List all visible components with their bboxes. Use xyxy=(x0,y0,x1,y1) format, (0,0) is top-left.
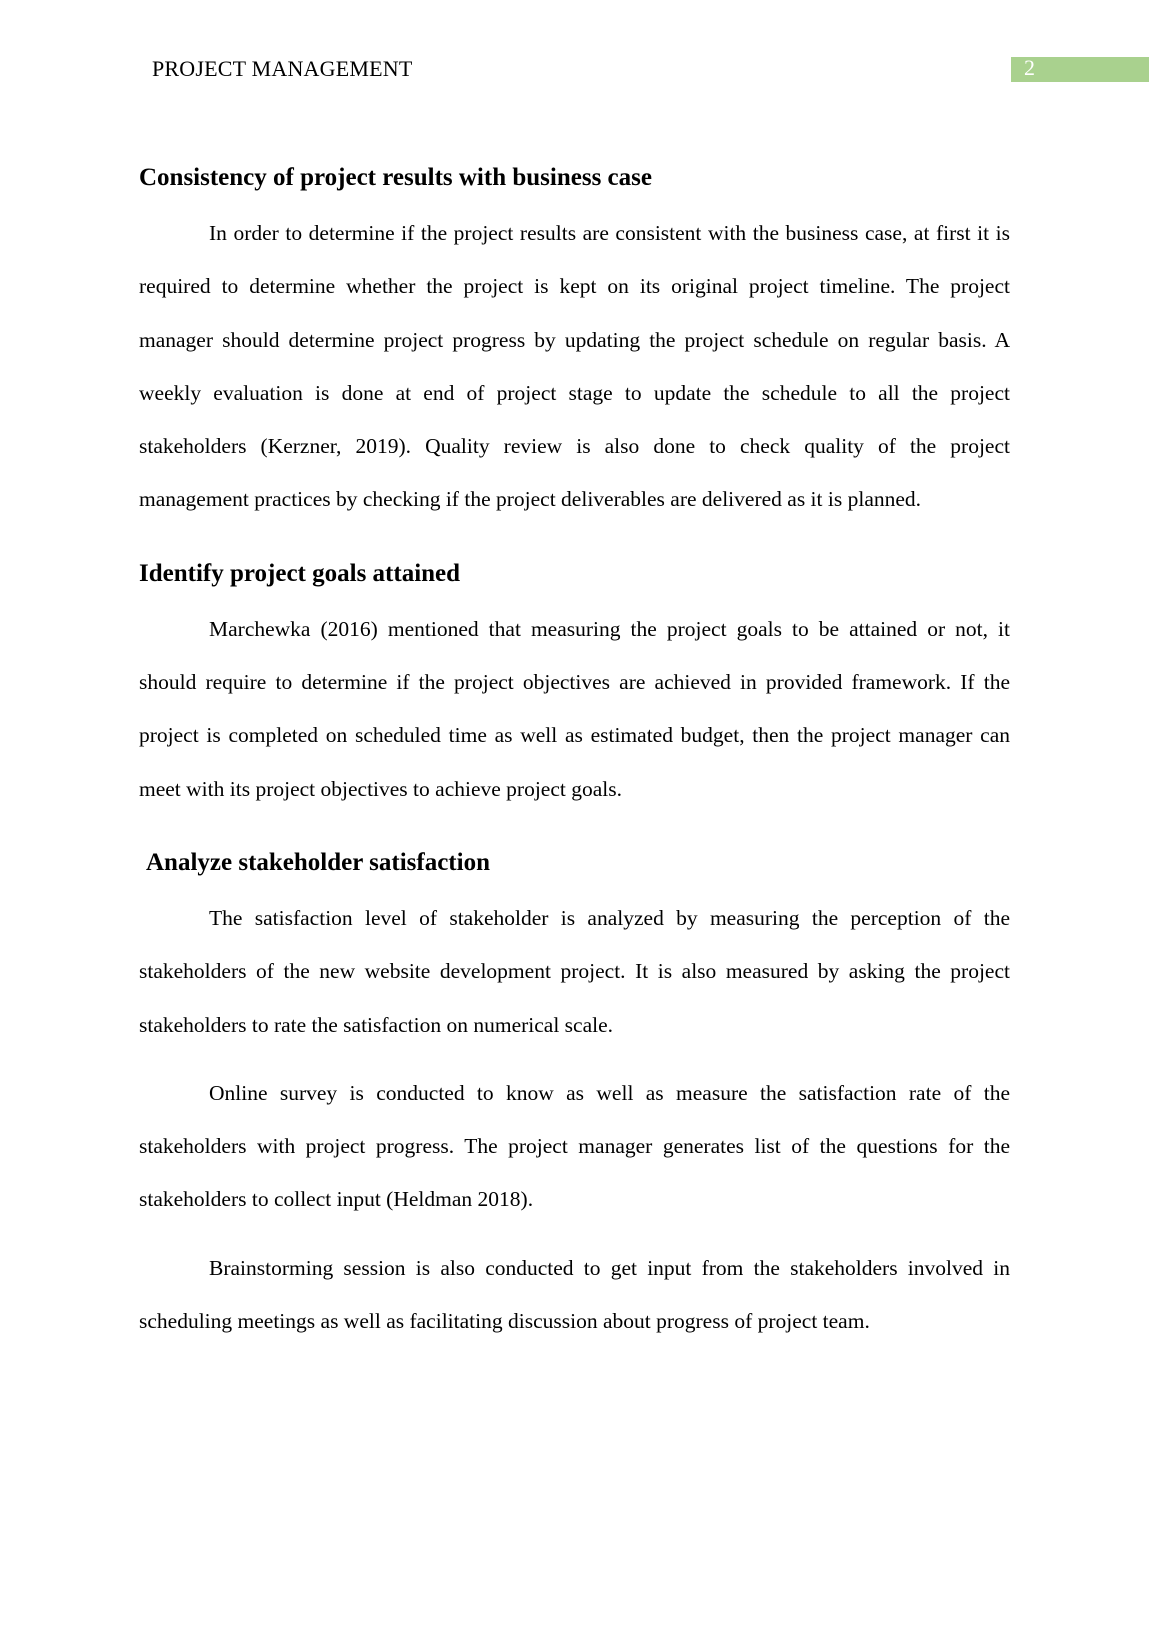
body-paragraph: The satisfaction level of stakeholder is analyzed by measuring the perception of the stakeholders of the new website development project. It is also measured by asking the project stakeholders to rate the satisfaction on numerical scale. xyxy=(139,905,1010,1037)
running-header: PROJECT MANAGEMENT xyxy=(152,56,413,81)
body-paragraph: In order to determine if the project results are consistent with the business case, at first it is required to determine whether the project is kept on its original project timeline. The project manager should determine project progress by updating the project schedule on regular basis. A weekly evaluation is done at end of project stage to update the schedule to all the project stakeholders (Kerzner, 2019). Quality review is also done to check quality of the project management practices by checking if the project deliverables are delivered as it is planned. xyxy=(139,221,1010,512)
page-number: 2 xyxy=(1024,55,1035,80)
body-paragraph: Brainstorming session is also conducted to get input from the stakeholders involved in scheduling meetings as well as facilitating discussion about progress of project team. xyxy=(139,1255,1010,1334)
section-heading: Analyze stakeholder satisfaction xyxy=(146,848,490,876)
section-heading: Identify project goals attained xyxy=(139,559,461,587)
body-paragraph: Marchewka (2016) mentioned that measuring the project goals to be attained or not, it should require to determine if the project objectives are achieved in provided framework. If the project is completed on scheduled time as well as estimated budget, then the project manager can meet with its project objectives to achieve project goals. xyxy=(139,616,1010,801)
section-heading: Consistency of project results with business case xyxy=(139,164,652,191)
document-body xyxy=(139,155,1010,1348)
body-paragraph: Online survey is conducted to know as well as measure the satisfaction rate of the stakeholders with project progress. The project manager generates list of the questions for the stakeholders to collect input (Heldman 2018). xyxy=(139,1080,1010,1212)
